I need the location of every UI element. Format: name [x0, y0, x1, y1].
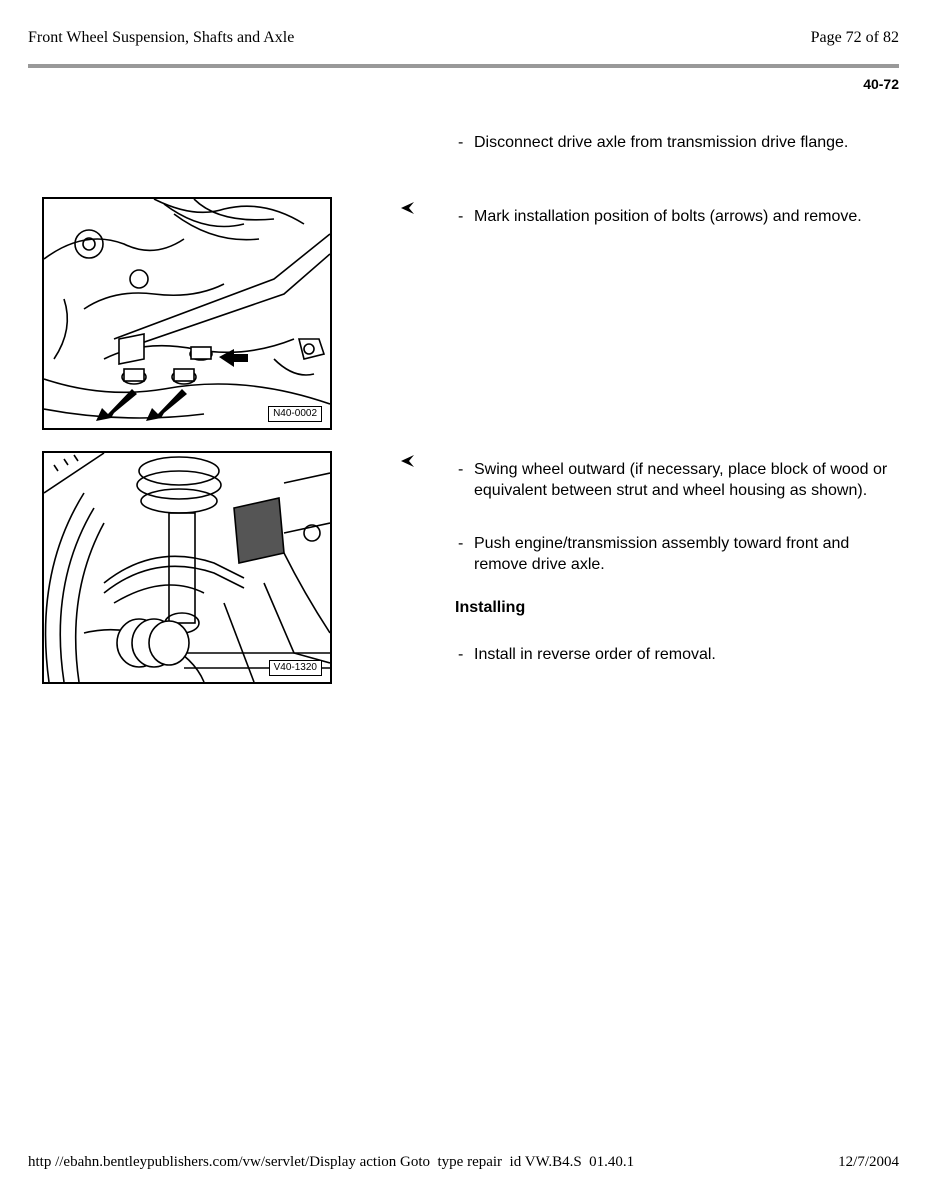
step-text: Disconnect drive axle from transmission drive flange. [474, 134, 849, 151]
footer-url: http //ebahn.bentleypublishers.com/vw/servlet/Display action Goto type repair id VW.B4.S 01.40.1 [28, 1154, 635, 1170]
step-text: Push engine/transmission assembly toward front and remove drive axle. [474, 535, 850, 573]
step-text: Install in reverse order of removal. [474, 646, 716, 663]
section-number: 40-72 [863, 76, 899, 92]
step-install-reverse [458, 644, 888, 665]
figure-wheel-outward-illustration [42, 451, 332, 684]
page-indicator: Page 72 of 82 [810, 29, 899, 46]
step-dash: - [458, 646, 464, 663]
step-push-engine [458, 533, 888, 575]
step-dash: - [458, 535, 464, 552]
pointer-arrow-icon [398, 200, 416, 216]
step-dash: - [458, 208, 464, 225]
footer-date: 12/7/2004 [838, 1154, 899, 1170]
step-dash: - [458, 461, 464, 478]
document-title: Front Wheel Suspension, Shafts and Axle [28, 29, 295, 46]
step-text: Swing wheel outward (if necessary, place block of wood or equivalent between strut and wheel housing as shown). [474, 461, 888, 499]
installing-heading: Installing [455, 599, 526, 616]
bolts-drawing [44, 199, 330, 428]
step-dash: - [458, 134, 464, 151]
step-text: Mark installation position of bolts (arrows) and remove. [474, 208, 862, 225]
wheel-drawing [44, 453, 330, 682]
figure-label: V40-1320 [269, 660, 322, 676]
figure-label: N40-0002 [268, 406, 322, 422]
pointer-arrow-icon [398, 453, 416, 469]
header-rule [28, 64, 899, 68]
step-swing-wheel [458, 459, 888, 501]
step-disconnect-axle [458, 132, 888, 153]
figure-bolts-illustration [42, 197, 332, 430]
step-mark-bolts [458, 206, 888, 227]
